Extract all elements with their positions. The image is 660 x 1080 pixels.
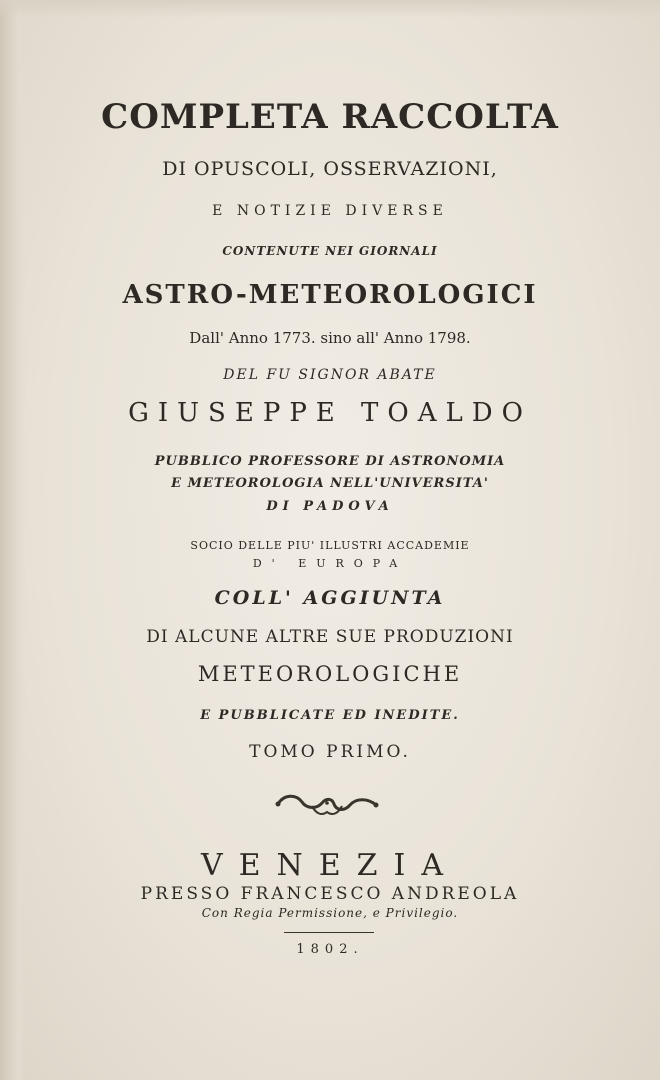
subtitle-line-4: ASTRO-METEOROLOGICI xyxy=(122,280,538,310)
publication-year: 1802. xyxy=(296,942,364,957)
permission-note: Con Regia Permissione, e Privilegio. xyxy=(201,906,459,920)
addition-line-2: DI ALCUNE ALTRE SUE PRODUZIONI xyxy=(146,627,514,647)
main-title: COMPLETA RACCOLTA xyxy=(101,97,559,137)
author-role-line-1: PUBBLICO PROFESSORE DI ASTRONOMIA xyxy=(154,454,506,469)
page-top-shadow xyxy=(0,0,660,18)
subtitle-line-3: CONTENUTE NEI GIORNALI xyxy=(222,244,438,258)
addition-line-3: METEOROLOGICHE xyxy=(197,662,463,686)
years-range: Dall' Anno 1773. sino all' Anno 1798. xyxy=(189,329,471,347)
divider-rule xyxy=(284,932,374,933)
author-name: GIUSEPPE TOALDO xyxy=(128,398,532,428)
printer-ornament-icon xyxy=(272,790,382,820)
subtitle-line-1: DI OPUSCOLI, OSSERVAZIONI, xyxy=(162,158,498,180)
addition-line-4: E PUBBLICATE ED INEDITE. xyxy=(200,708,460,723)
author-role-line-3: DI PADOVA xyxy=(266,499,394,514)
author-role-line-2: E METEOROLOGIA NELL'UNIVERSITA' xyxy=(171,476,489,491)
publisher: PRESSO FRANCESCO ANDREOLA xyxy=(140,884,520,904)
subtitle-line-2: E NOTIZIE DIVERSE xyxy=(212,203,448,219)
society-line-1: SOCIO DELLE PIU' ILLUSTRI ACCADEMIE xyxy=(190,539,470,552)
society-line-2: D' EUROPA xyxy=(252,557,408,570)
publication-city: VENEZIA xyxy=(200,848,460,883)
addition-heading: COLL' AGGIUNTA xyxy=(214,587,446,609)
by-line: DEL FU SIGNOR ABATE xyxy=(223,367,437,383)
volume-label: TOMO PRIMO. xyxy=(249,742,411,762)
